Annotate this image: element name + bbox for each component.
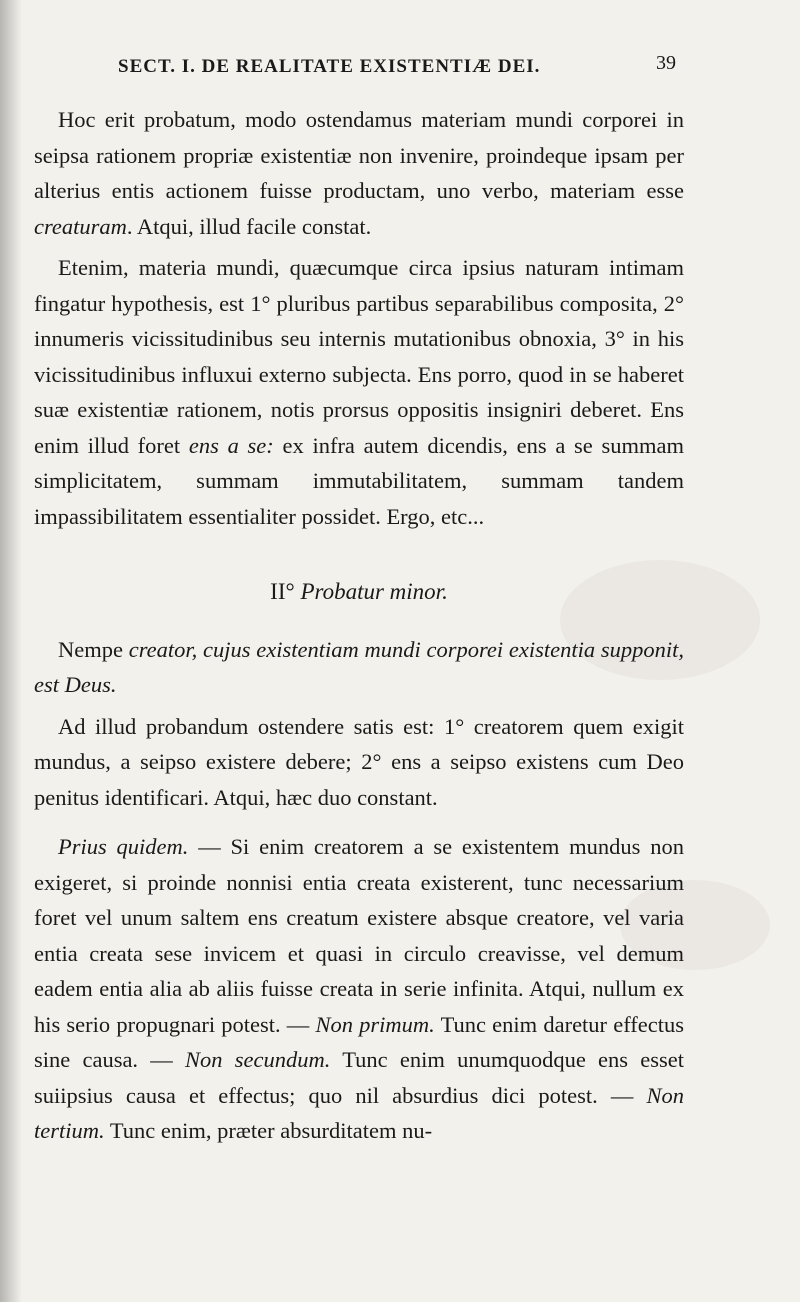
text-run: . Atqui, illud facile constat.: [126, 213, 372, 239]
text-run: Ad illud probandum ostendere satis est: 1° creatorem quem exigit mundus, a seipso existere debere; 2° ens a seipso existens cum Deo penitus identificari. Atqui, hæc duo constant.: [34, 713, 684, 810]
body-text: [34, 102, 684, 1149]
paragraph: [34, 102, 684, 244]
heading-label: Probatur minor.: [300, 579, 448, 604]
paragraph: [34, 829, 684, 1149]
paragraph: [34, 632, 684, 703]
text-run: Tunc enim unumquodque ens esset suiipsius causa et effectus; quo nil absurdius dici potest. —: [34, 1047, 685, 1108]
page-number: 39: [656, 52, 676, 74]
paragraph: [34, 250, 684, 534]
italic-term: creaturam: [34, 213, 127, 239]
text-run: — Si enim creatorem a se existentem mundus non exigeret, si proinde nonnisi entia creata existerent, tunc necessarium foret vel unum saltem ens creatum existere absque creatore, vel varia entia creata sese invicem et quasi in circulo creavisse, vel demum eadem entia alia ab aliis fuisse creata in serie infinita. Atqui, nullum ex his serio propugnari potest. —: [34, 834, 684, 1037]
running-head: SECT. I. DE REALITATE EXISTENTIÆ DEI.: [118, 56, 541, 77]
page-header: [0, 50, 800, 86]
text-run: Nempe: [58, 636, 123, 662]
italic-term: Non tertium.: [34, 1082, 684, 1143]
section-heading: [34, 574, 684, 610]
text-run: Hoc erit probatum, modo ostendamus materiam mundi corporei in seipsa rationem propriæ existentiæ non invenire, proindeque ipsam per alterius entis actionem fuisse productam, uno verbo, materiam esse: [34, 107, 684, 203]
text-run: Tunc enim, præter absurditatem nu-: [109, 1118, 433, 1143]
page-gutter-shadow: [0, 0, 22, 1302]
text-run: Tunc enim daretur effectus sine causa. —: [34, 1011, 685, 1072]
paragraph: [34, 709, 684, 816]
text-run: Etenim, materia mundi, quæcumque circa ipsius naturam intimam fingatur hypothesis, est 1° pluribus partibus separabilibus composita, 2° innumeris vicissitudinibus seu internis mutationibus obnoxia, 3° in his vicissitudinibus influxui externo subjecta. Ens porro, quod in se haberet suæ existentiæ rationem, notis prorsus oppositis insigniri deberet. Ens enim illud foret: [34, 255, 684, 458]
italic-term: creator, cujus existentiam mundi corporei existentia supponit, est Deus.: [34, 636, 684, 697]
italic-term: ens a se:: [188, 432, 274, 458]
text-run: ex infra autem dicendis, ens a se summam simplicitatem, summam immutabilitatem, summam tandem impassibilitatem essentialiter possidet. Ergo, etc...: [34, 432, 685, 529]
italic-term: Non secundum.: [185, 1047, 331, 1072]
heading-number: II°: [270, 579, 295, 604]
italic-term: Non primum.: [315, 1011, 435, 1037]
italic-term: Prius quidem.: [58, 834, 189, 859]
